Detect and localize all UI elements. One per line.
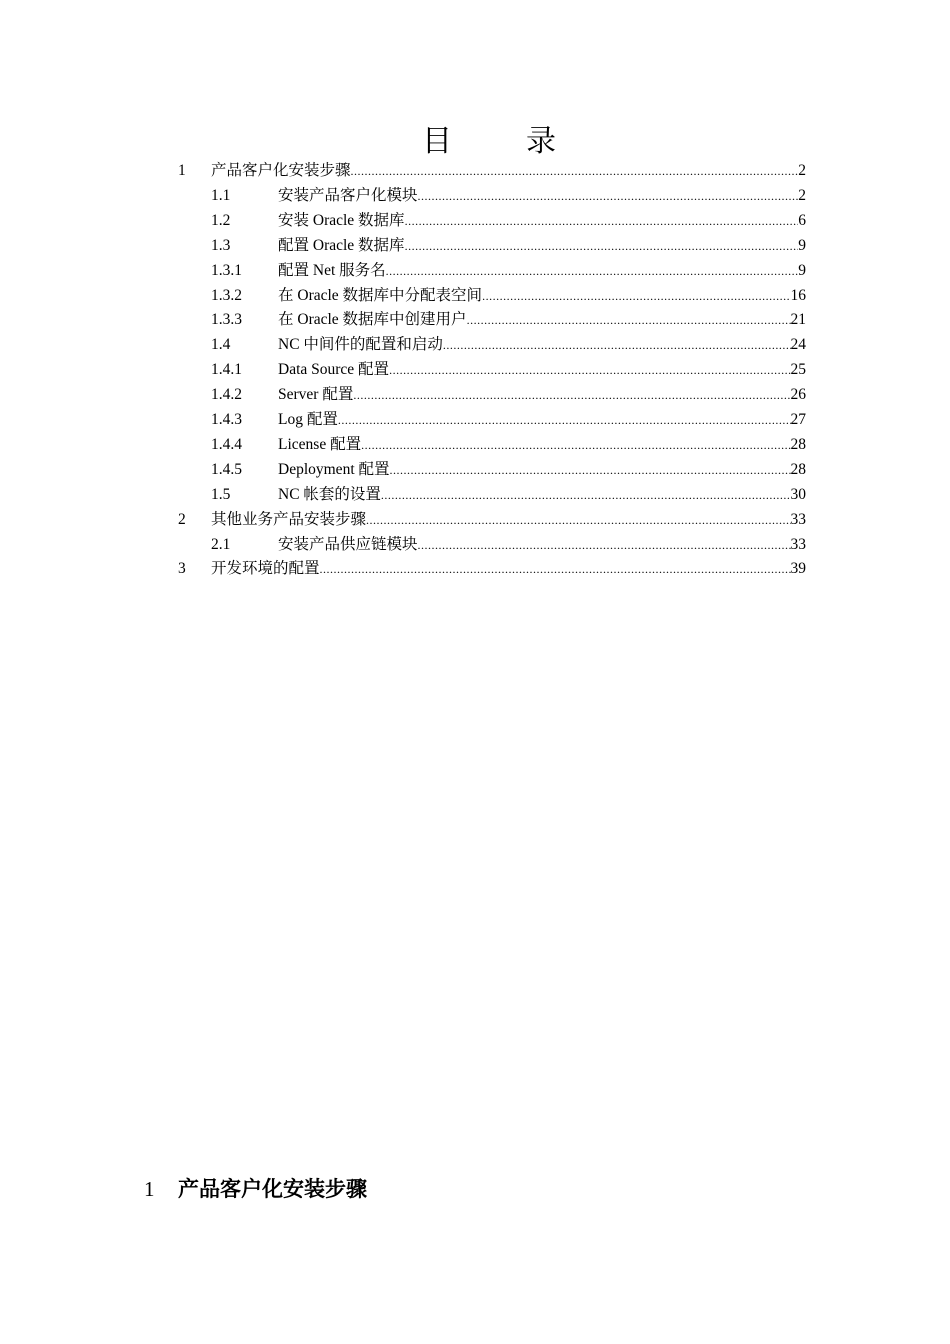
toc-entry-page: 27 [790, 411, 806, 428]
toc-entry-title: License 配置 [278, 435, 362, 453]
toc-entry-page: 28 [790, 435, 806, 453]
toc-entry-number: 1.4 [211, 336, 231, 354]
toc-entry-number: 1.1 [211, 186, 231, 204]
toc-dot-leader [381, 483, 791, 508]
toc-entry-page: 6 [798, 211, 806, 229]
toc-entry-page: 26 [790, 386, 806, 404]
toc-entry[interactable] [0, 357, 950, 382]
toc-dot-leader [366, 508, 790, 533]
toc-entry-title: 在 Oracle 数据库中创建用户 [278, 311, 467, 329]
toc-entry-title: Deployment 配置 [278, 460, 390, 478]
toc-entry-number: 1.4.1 [211, 361, 242, 379]
toc-entry-page: 9 [798, 236, 806, 254]
toc-entry-title: 在 Oracle 数据库中分配表空间 [278, 286, 483, 304]
toc-entry-page: 9 [798, 261, 806, 279]
toc-dot-leader [389, 358, 790, 383]
toc-dot-leader [443, 333, 791, 358]
toc-entry-title: 产品客户化安装步骤 [211, 162, 351, 179]
toc-entry-number: 1.3.3 [211, 311, 242, 329]
toc-entry-title: Data Source 配置 [278, 361, 390, 379]
toc-dot-leader [353, 383, 790, 408]
toc-entry-number: 2.1 [211, 535, 231, 553]
toc-dot-leader [390, 458, 791, 483]
toc-entry-page: 25 [790, 361, 806, 379]
toc-entry-line [278, 283, 806, 309]
toc-entry[interactable] [0, 183, 950, 208]
toc-entry-number: 1.4.2 [211, 386, 242, 404]
toc-entry[interactable] [0, 532, 950, 557]
toc-entry-page: 21 [790, 311, 806, 329]
toc-entry-number: 1.3 [211, 236, 231, 254]
toc-entry-line [278, 432, 806, 458]
toc-entry[interactable] [0, 158, 950, 183]
toc-dot-leader [405, 234, 799, 259]
toc-entry-number: 1 [178, 162, 186, 179]
section-title: 产品客户化安装步骤 [178, 1177, 367, 1201]
toc-entry-title: 安装 Oracle 数据库 [278, 211, 405, 229]
toc-entry-title: Log 配置 [278, 411, 338, 428]
toc-entry[interactable] [0, 233, 950, 258]
toc-entry-title: Server 配置 [278, 386, 354, 404]
toc-entry-number: 2 [178, 510, 186, 528]
toc-entry-line [278, 407, 806, 433]
toc-dot-leader [482, 284, 790, 309]
toc-entry-line [278, 532, 806, 558]
toc-dot-leader [418, 533, 791, 558]
toc-dot-leader [320, 557, 791, 582]
toc-dot-leader [386, 259, 799, 284]
toc-dot-leader [405, 209, 799, 234]
toc-dot-leader [467, 308, 791, 333]
toc-entry-page: 2 [798, 186, 806, 204]
toc-entry[interactable] [0, 482, 950, 507]
toc-dot-leader [418, 184, 799, 209]
toc-entry-title: 配置 Oracle 数据库 [278, 236, 405, 254]
toc-entry-number: 1.2 [211, 211, 231, 229]
section-heading [144, 1174, 367, 1204]
toc-entry-page: 2 [798, 162, 806, 179]
toc-entry[interactable] [0, 407, 950, 432]
toc-entry-page: 24 [790, 336, 806, 354]
toc-entry-page: 30 [790, 485, 806, 503]
toc-entry-title: 配置 Net 服务名 [278, 261, 386, 279]
toc-entry-page: 33 [790, 510, 806, 528]
toc-entry-line [211, 507, 806, 533]
toc-entry-page: 16 [790, 286, 806, 304]
toc-entry-title: 安装产品供应链模块 [278, 535, 418, 553]
toc-entry-line [278, 307, 806, 333]
toc-entry-page: 28 [790, 460, 806, 478]
toc-entry[interactable] [0, 556, 950, 581]
toc-entry-line [211, 556, 806, 582]
toc-dot-leader [361, 433, 790, 458]
toc-entry-line [278, 183, 806, 209]
toc-entry-number: 1.4.3 [211, 411, 242, 428]
toc-entry[interactable] [0, 208, 950, 233]
toc-entry-number: 1.4.4 [211, 435, 242, 453]
toc-entry-line [278, 332, 806, 358]
toc-entry-number: 3 [178, 560, 186, 578]
toc-entry-title: NC 帐套的设置 [278, 485, 381, 503]
toc-entry[interactable] [0, 307, 950, 332]
toc-entry[interactable] [0, 283, 950, 308]
toc-entry-line [278, 208, 806, 234]
toc-entry-line [278, 258, 806, 284]
toc-entry-line [278, 382, 806, 408]
toc-entry-line [278, 457, 806, 483]
toc-entry-number: 1.3.1 [211, 261, 242, 279]
toc-entry-title: NC 中间件的配置和启动 [278, 336, 443, 354]
toc-entry-number: 1.3.2 [211, 286, 242, 304]
toc-entry-line [278, 233, 806, 259]
toc-entry-number: 1.5 [211, 485, 231, 503]
toc-entry-title: 开发环境的配置 [211, 560, 320, 578]
toc-entry[interactable] [0, 507, 950, 532]
section-number: 1 [144, 1177, 155, 1201]
toc-entry[interactable] [0, 457, 950, 482]
toc-entry[interactable] [0, 432, 950, 457]
page-title: 目 录 [422, 125, 578, 158]
toc-entry-title: 安装产品客户化模块 [278, 186, 418, 204]
toc-entry-page: 33 [790, 535, 806, 553]
toc-entry[interactable] [0, 382, 950, 407]
toc-entry[interactable] [0, 332, 950, 357]
toc-entry-title: 其他业务产品安装步骤 [211, 510, 367, 528]
toc-entry-number: 1.4.5 [211, 460, 242, 478]
toc-entry[interactable] [0, 258, 950, 283]
toc-entry-line [278, 482, 806, 508]
toc-entry-page: 39 [790, 560, 806, 578]
toc-dot-leader [338, 408, 791, 433]
toc-entry-line [278, 357, 806, 383]
toc-entry-line [211, 158, 806, 184]
toc-dot-leader [351, 159, 799, 184]
